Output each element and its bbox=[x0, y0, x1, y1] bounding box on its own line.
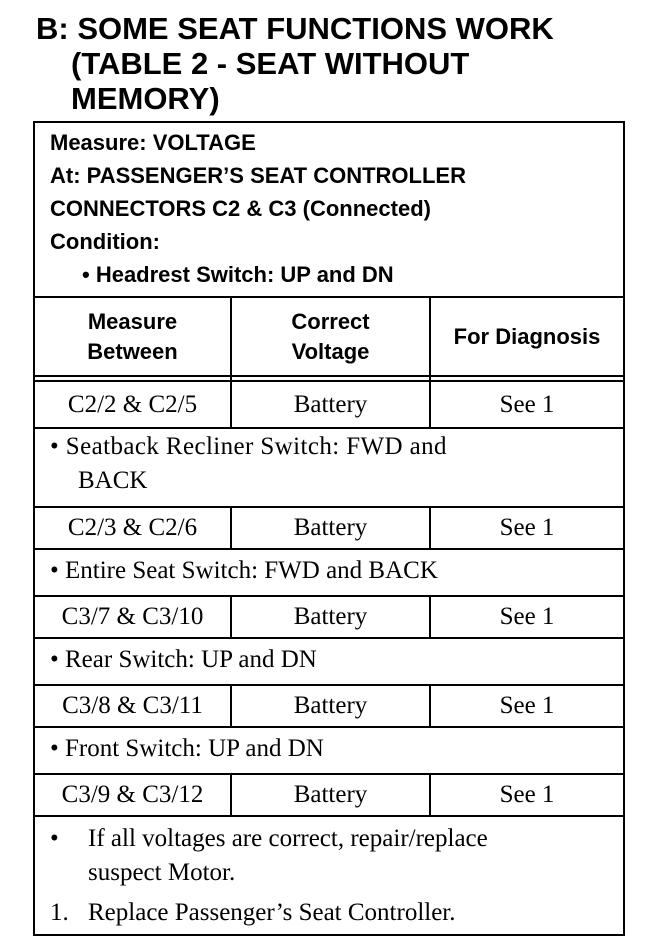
condition-label: Condition: bbox=[50, 229, 160, 254]
rule-row-2-bottom bbox=[33, 548, 625, 550]
column-header-correct-voltage-line-2: Voltage bbox=[291, 338, 370, 364]
section-rear-switch: • Rear Switch: UP and DN bbox=[50, 646, 317, 673]
footer-step-text: Replace Passenger’s Seat Controller. bbox=[88, 899, 456, 926]
row-1-measure-between: C2/2 & C2/5 bbox=[67, 390, 198, 418]
condition-item: • Headrest Switch: UP and DN bbox=[82, 262, 394, 287]
footer-note-line-1: If all voltages are correct, repair/replace bbox=[88, 825, 488, 852]
row-5-correct-voltage: Battery bbox=[293, 781, 368, 808]
column-header-measure-between-line-2: Between bbox=[87, 338, 178, 364]
at-label-line-1: At: PASSENGER’S SEAT CONTROLLER bbox=[50, 163, 466, 188]
rule-header-bottom-a bbox=[33, 375, 625, 377]
row-4-measure-between: C3/8 & C3/11 bbox=[62, 692, 203, 719]
heading-line-1: B: SOME SEAT FUNCTIONS WORK bbox=[36, 11, 554, 46]
column-header-correct-voltage bbox=[232, 298, 429, 375]
heading-line-3: MEMORY) bbox=[71, 81, 220, 116]
row-2-correct-voltage: Battery bbox=[293, 514, 368, 541]
rule-row-5-bottom bbox=[33, 815, 625, 817]
row-5-diagnosis: See 1 bbox=[499, 781, 555, 808]
at-label-line-2: CONNECTORS C2 & C3 (Connected) bbox=[50, 196, 431, 221]
column-header-correct-voltage-line-1: Correct bbox=[291, 308, 370, 334]
row-3-diagnosis: See 1 bbox=[499, 603, 555, 630]
heading-line-2: (TABLE 2 - SEAT WITHOUT bbox=[71, 46, 470, 81]
measure-label: Measure: VOLTAGE bbox=[50, 130, 256, 155]
column-header-measure-between bbox=[35, 298, 230, 375]
rule-row-4-bottom bbox=[33, 726, 625, 728]
column-header-for-diagnosis: For Diagnosis bbox=[453, 323, 601, 349]
row-2-measure-between: C2/3 & C2/6 bbox=[67, 514, 198, 541]
row-3-correct-voltage: Battery bbox=[293, 603, 368, 630]
row-4-diagnosis: See 1 bbox=[499, 692, 555, 719]
section-entire-seat: • Entire Seat Switch: FWD and BACK bbox=[50, 557, 438, 584]
section-seatback-line-2: BACK bbox=[78, 467, 148, 494]
rule-row-3-bottom bbox=[33, 637, 625, 639]
section-front-switch: • Front Switch: UP and DN bbox=[50, 735, 324, 762]
row-1-diagnosis: See 1 bbox=[499, 390, 555, 418]
rule-row-1-bottom bbox=[33, 427, 625, 429]
column-header-measure-between-line-1: Measure bbox=[87, 308, 178, 334]
row-3-measure-between: C3/7 & C3/10 bbox=[61, 603, 204, 630]
row-5-measure-between: C3/9 & C3/12 bbox=[61, 781, 204, 808]
footer-bullet: • bbox=[50, 825, 59, 852]
footer-note-line-2: suspect Motor. bbox=[88, 859, 236, 886]
footer-step-number: 1. bbox=[50, 899, 69, 926]
row-2-diagnosis: See 1 bbox=[499, 514, 555, 541]
section-seatback-line-1: • Seatback Recliner Switch: FWD and bbox=[50, 433, 447, 460]
row-1-correct-voltage: Battery bbox=[293, 390, 368, 418]
row-4-correct-voltage: Battery bbox=[293, 692, 368, 719]
